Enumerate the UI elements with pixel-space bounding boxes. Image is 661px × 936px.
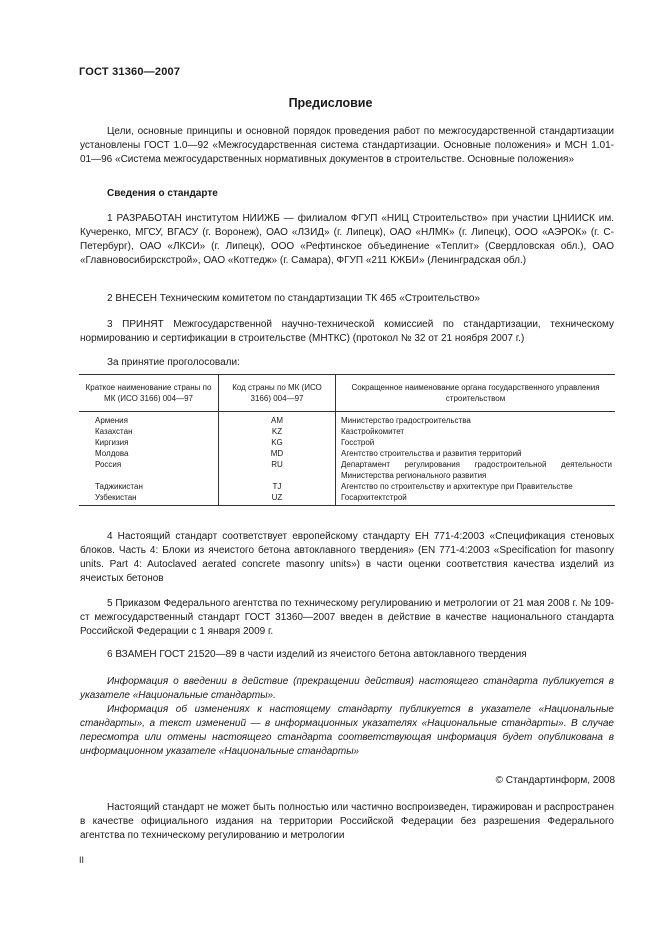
table-row — [79, 426, 615, 437]
cell-code: KG — [219, 437, 336, 448]
item-2-introduced: 2 ВНЕСЕН Техническим комитетом по стандартизации ТК 465 «Строительство» — [107, 293, 480, 304]
table-row — [79, 459, 615, 481]
cell-authority: Госархитектстрой — [336, 492, 616, 506]
cell-country: Армения — [95, 416, 128, 425]
cell-country: Узбекистан — [79, 492, 219, 506]
page-number: II — [79, 855, 85, 865]
cell-authority: Агентство строительства и развития территорий — [336, 448, 616, 459]
cell-code: MD — [219, 448, 336, 459]
cell-country: Таджикистан — [95, 482, 143, 491]
page-title: Предисловие — [288, 96, 373, 110]
info-heading: Сведения о стандарте — [107, 188, 218, 199]
copyright-line: © Стандартинформ, 2008 — [495, 775, 615, 786]
table-row — [79, 448, 615, 459]
cell-country: Россия — [95, 460, 122, 469]
item-4-conformity: 4 Настоящий стандарт соответствует европейскому стандарту ЕН 771-4:2003 «Спецификация стеновых блоков. Часть 4: Блоки из ячеистого бетона автоклавного твердения» (EN 771-4:2003 «Specification for masonry units. Part 4: Autoclaved aerated concrete masonry units») в части оценки соответствия качества изделий из ячеистых бетонов — [80, 531, 614, 584]
cell-authority: Казстройкомитет — [336, 426, 616, 437]
voting-table — [79, 374, 615, 506]
cell-code: AM — [219, 412, 336, 427]
table-header-row — [79, 375, 615, 412]
header-authority: Сокращенное наименование органа государственного управления строительством — [336, 375, 616, 412]
notice-changes: Информация об изменениях к настоящему стандарту публикуется в указателе «Национальные стандарты», а текст изменений — в информационных указателях «Национальные стандарты». В случае пересмотра или отмены настоящего стандарта соответствующая информация будет опубликована в информационном указателе «Национальные стандарты» — [80, 704, 614, 757]
cell-authority: Госстрой — [336, 437, 616, 448]
table-row — [79, 437, 615, 448]
table-row — [79, 492, 615, 506]
notice-introduction: Информация о введении в действие (прекращении действия) настоящего стандарта публикуется в указателе «Национальные стандарты». — [80, 676, 614, 701]
voted-label: За принятие проголосовали: — [107, 357, 240, 368]
item-3-adopted: 3 ПРИНЯТ Межгосударственной научно-технической комиссией по стандартизации, техническому нормированию и сертификации в строительстве (МНТКС) (протокол № 32 от 21 ноября 2007 г.) — [80, 319, 614, 344]
table-row — [79, 412, 615, 427]
item-5-order: 5 Приказом Федерального агентства по техническому регулированию и метрологии от 21 мая 2008 г. № 109-ст межгосударственный стандарт ГОСТ 31360—2007 введен в действие в качестве национального стандарта Российской Федерации с 1 января 2009 г. — [80, 598, 614, 637]
header-country-code: Код страны по МК (ИСО 3166) 004—97 — [219, 375, 336, 412]
reproduction-notice: Настоящий стандарт не может быть полностью или частично воспроизведен, тиражирован и распространен в качестве официального издания на территории Российской Федерации без разрешения Федерального агентства по техническому регулированию и метрологии — [80, 802, 614, 841]
item-6-replaces: 6 ВЗАМЕН ГОСТ 21520—89 в части изделий из ячеистого бетона автоклавного твердения — [107, 649, 527, 660]
table-row — [79, 481, 615, 492]
cell-code: TJ — [219, 481, 336, 492]
cell-authority: Министерство градостроительства — [336, 412, 616, 427]
document-header-code: ГОСТ 31360—2007 — [79, 66, 181, 78]
cell-code: UZ — [219, 492, 336, 506]
cell-code: RU — [219, 459, 336, 481]
cell-country: Молдова — [95, 449, 129, 458]
cell-authority: Агентство по строительству и архитектуре при Правительстве — [336, 481, 616, 492]
item-1-developed: 1 РАЗРАБОТАН институтом НИИЖБ — филиалом ФГУП «НИЦ Строительство» при участии ЦНИИСК им. Кучеренко, МГСУ, ВГАСУ (г. Воронеж), ОАО «ЛЗИД» (г. Липецк), ОАО «НЛМК» (г. Липецк), ООО «АЭРОК» (г. С-Петербург), ОАО «ЛКСИ» (г. Липецк), ООО «Рефтинское объединение «Теплит» (Свердловская обл.), ОАО «Главновосибирскстрой», ОАО «Коттедж» (г. Самара), ФГУП «211 КЖБИ» (Ленинградская обл.) — [80, 213, 614, 266]
header-country-name: Краткое наименование страны по МК (ИСО 3166) 004—97 — [79, 375, 219, 412]
cell-country: Казахстан — [95, 427, 133, 436]
cell-country: Киргизия — [95, 438, 129, 447]
cell-authority: Департамент регулирования градостроительной деятельности Министерства регионального развития — [336, 459, 616, 481]
cell-code: KZ — [219, 426, 336, 437]
intro-paragraph: Цели, основные принципы и основной порядок проведения работ по межгосударственной стандартизации установлены ГОСТ 1.0—92 «Межгосударственная система стандартизации. Основные положения» и МСН 1.01-01—96 «Система межгосударственных нормативных документов в строительстве. Основные положения» — [80, 126, 614, 165]
